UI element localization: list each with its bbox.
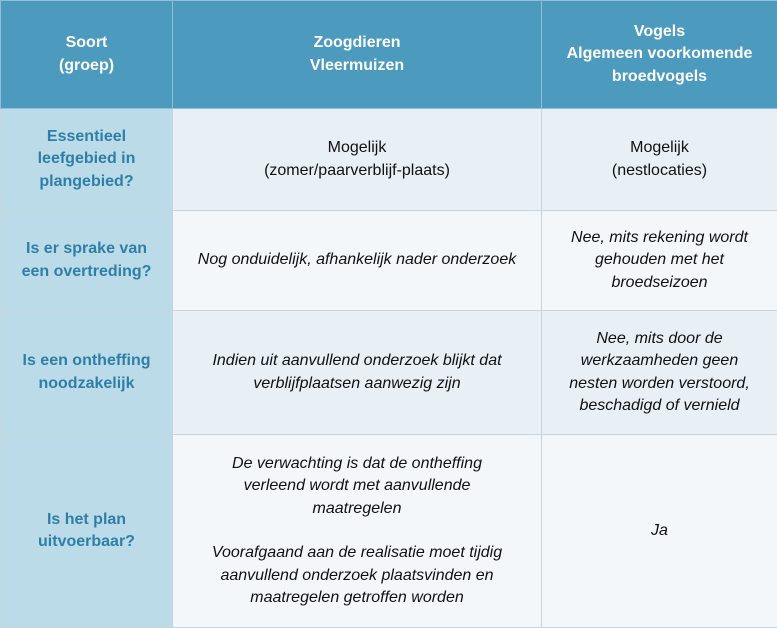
header-row xyxy=(1,1,777,109)
cell-zoogdieren: Nog onduidelijk, afhankelijk nader onderzoek xyxy=(173,211,542,311)
cell-vogels: Ja xyxy=(542,435,777,628)
header-zoogdieren: Zoogdieren Vleermuizen xyxy=(173,1,542,109)
cell-zoogdieren: Mogelijk (zomer/paarverblijf-plaats) xyxy=(173,109,542,211)
row-label-ontheffing: Is een ontheffing noodzakelijk xyxy=(1,311,173,435)
row-label-overtreding: Is er sprake van een overtreding? xyxy=(1,211,173,311)
table-row xyxy=(1,109,777,211)
cell-zoogdieren: De verwachting is dat de ontheffing verleend wordt met aanvullende maatregelen Voorafgaand aan de realisatie moet tijdig aanvullend onderzoek plaatsvinden en maatregelen getroffen worden xyxy=(173,435,542,628)
table-row xyxy=(1,311,777,435)
cell-zoogdieren: Indien uit aanvullend onderzoek blijkt dat verblijfplaatsen aanwezig zijn xyxy=(173,311,542,435)
table-row xyxy=(1,435,777,628)
cell-vogels: Nee, mits door de werkzaamheden geen nesten worden verstoord, beschadigd of vernield xyxy=(542,311,777,435)
header-soort: Soort (groep) xyxy=(1,1,173,109)
cell-vogels: Mogelijk (nestlocaties) xyxy=(542,109,777,211)
table-row xyxy=(1,211,777,311)
cell-vogels: Nee, mits rekening wordt gehouden met het broedseizoen xyxy=(542,211,777,311)
row-label-uitvoerbaar: Is het plan uitvoerbaar? xyxy=(1,435,173,628)
row-label-leefgebied: Essentieel leefgebied in plangebied? xyxy=(1,109,173,211)
header-vogels: Vogels Algemeen voorkomende broedvogels xyxy=(542,1,777,109)
